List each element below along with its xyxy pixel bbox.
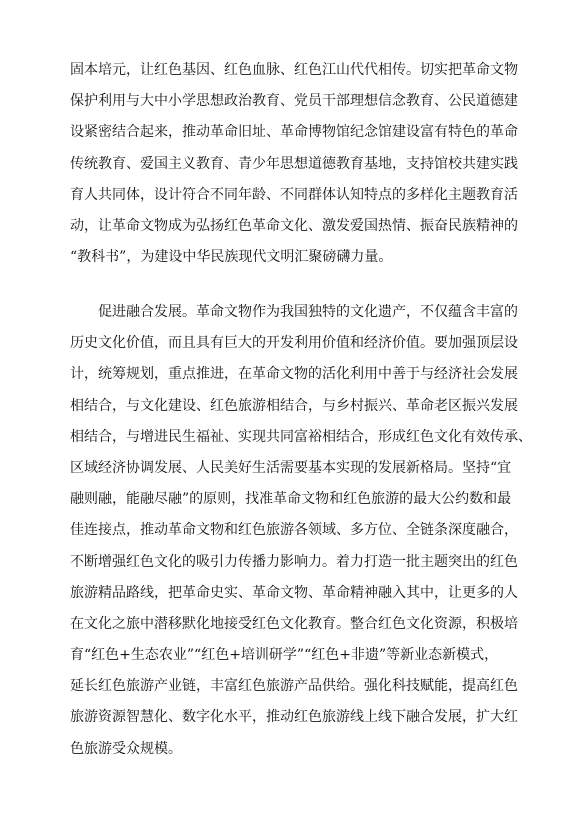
text-line: 传统教育、爱国主义教育、青少年思想道德教育基地，支持馆校共建实践 xyxy=(70,155,518,172)
text-line: 促进融合发展。革命文物作为我国独特的文化遗产，不仅蕴含丰富的 xyxy=(98,304,518,320)
text-line: 佳连接点，推动革命文物和红色旅游各领域、多方位、全链条深度融合， xyxy=(70,522,518,539)
text-line: 延长红色旅游产业链，丰富红色旅游产品供给。强化科技赋能，提高红色 xyxy=(70,678,518,695)
text-line: “教科书”，为建设中华民族现代文明汇聚磅礴力量。 xyxy=(70,249,393,266)
text-line: 区域经济协调发展、人民美好生活需要基本实现的发展新格局。坚持“宜 xyxy=(70,459,512,476)
text-line: 在文化之旅中潜移默化地接受红色文化教育。整合红色文化资源，积极培 xyxy=(70,615,518,632)
paragraph-red-gene-education xyxy=(70,55,530,273)
text-line: 旅游精品路线，把革命史实、革命文物、革命精神融入其中，让更多的人 xyxy=(70,584,518,601)
text-line: 育人共同体，设计符合不同年龄、不同群体认知特点的多样化主题教育活 xyxy=(70,186,518,203)
text-line: 固本培元，让红色基因、红色血脉、红色江山代代相传。切实把革命文物 xyxy=(70,62,518,78)
text-line: 不断增强红色文化的吸引力传播力影响力。着力打造一批主题突出的红色 xyxy=(70,553,518,570)
text-line: 计，统筹规划，重点推进，在革命文物的活化利用中善于与经济社会发展 xyxy=(70,366,518,383)
paragraph-integrated-development xyxy=(70,297,530,765)
text-line: 历史文化价值，而且具有巨大的开发利用价值和经济价值。要加强顶层设 xyxy=(70,335,518,352)
text-line: 色旅游受众规模。 xyxy=(70,740,182,757)
text-line: 融则融，能融尽融”的原则，找准革命文物和红色旅游的最大公约数和最 xyxy=(70,491,512,508)
text-line: 育“红色+生态农业”“红色+培训研学”“红色+非遗”等新业态新模式， xyxy=(70,647,499,664)
text-line: 设紧密结合起来，推动革命旧址、革命博物馆纪念馆建设富有特色的革命 xyxy=(70,124,518,141)
text-line: 旅游资源智慧化、数字化水平，推动红色旅游线上线下融合发展，扩大红 xyxy=(70,709,518,726)
text-line: 动，让革命文物成为弘扬红色革命文化、激发爱国热情、振奋民族精神的 xyxy=(70,217,518,234)
text-line: 相结合，与文化建设、红色旅游相结合，与乡村振兴、革命老区振兴发展 xyxy=(70,397,518,414)
text-line: 相结合，与增进民生福祉、实现共同富裕相结合，形成红色文化有效传承、 xyxy=(70,428,532,445)
text-line: 保护利用与大中小学思想政治教育、党员干部理想信念教育、公民道德建 xyxy=(70,93,518,110)
